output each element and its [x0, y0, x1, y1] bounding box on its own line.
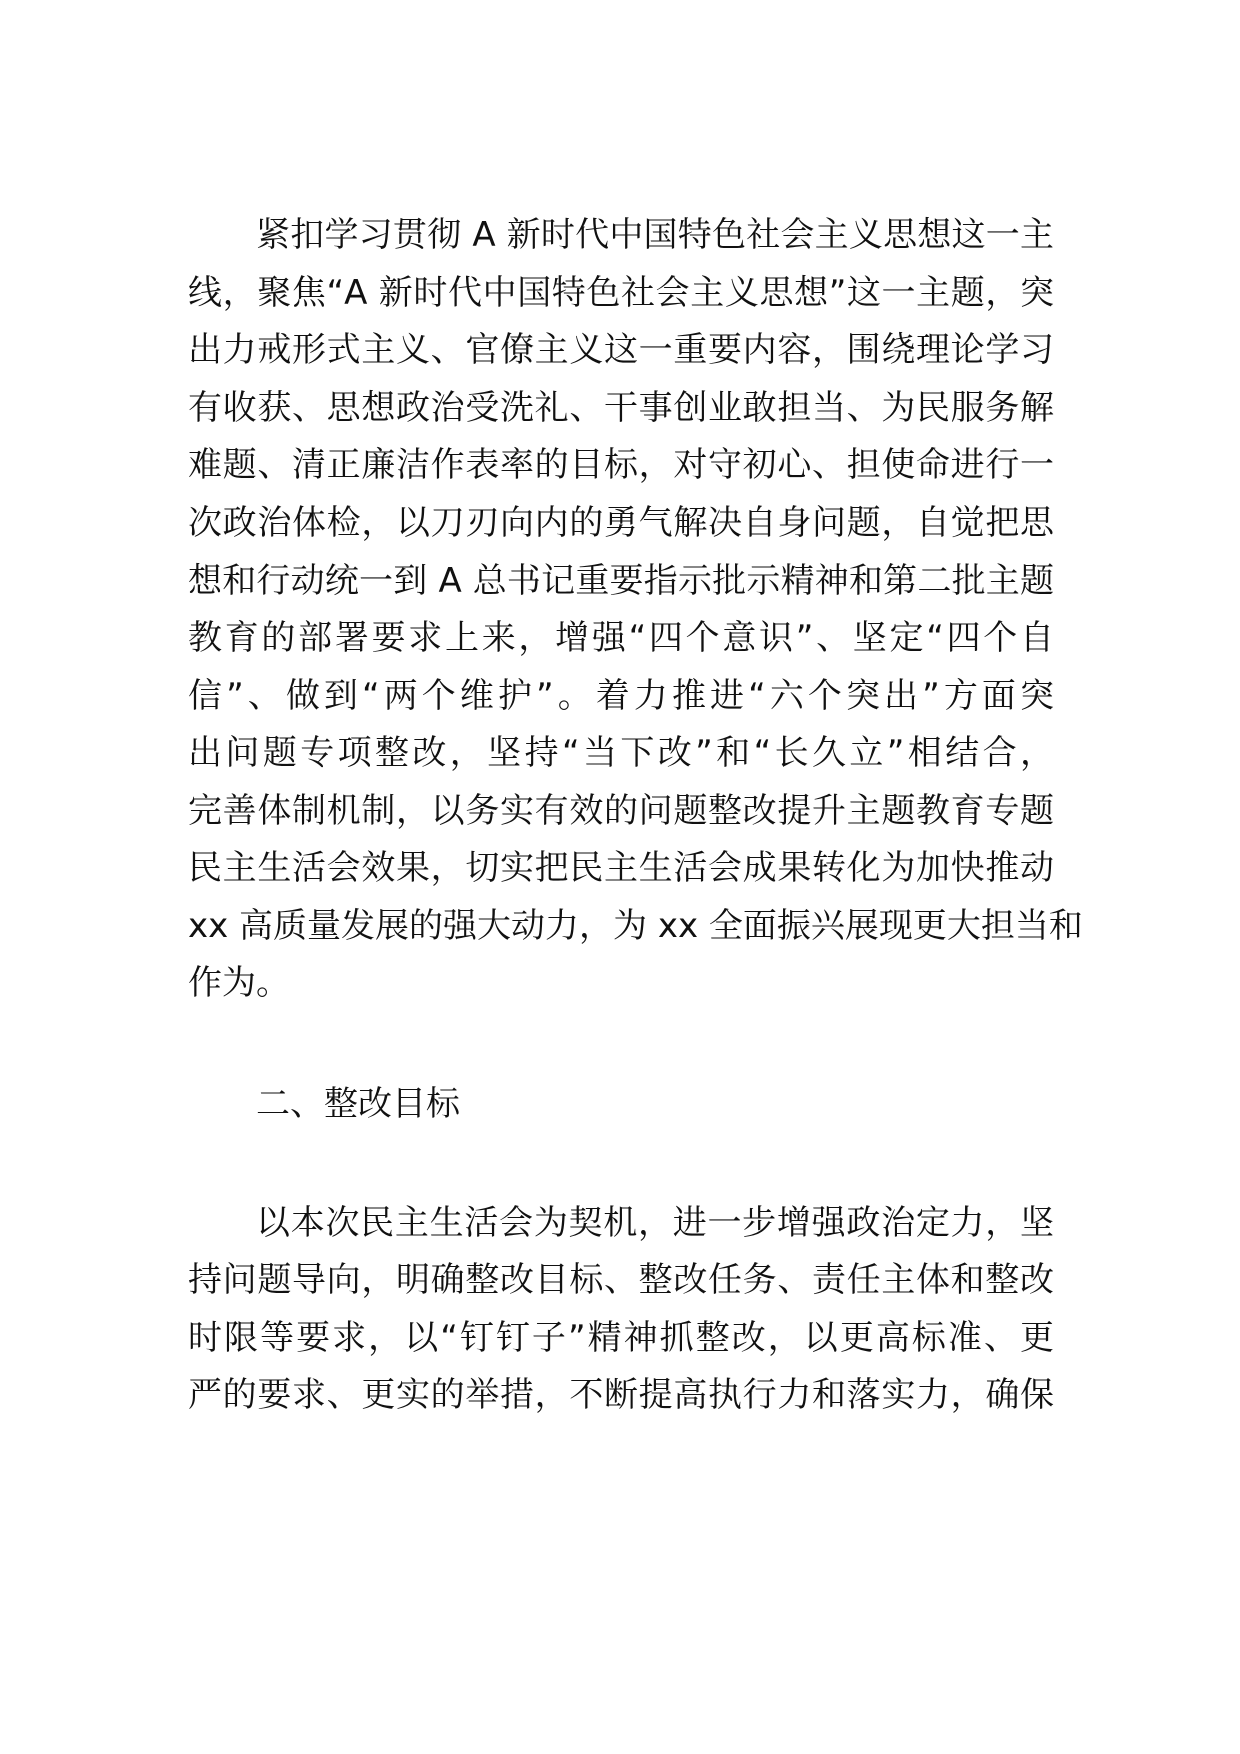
paragraph-line: xx 高质量发展的强大动力，为 xx 全面振兴展现更大担当和 — [188, 906, 1083, 946]
paragraph-line: 民主生活会效果，切实把民主生活会成果转化为加快推动 — [188, 848, 1054, 888]
paragraph-line: 出力戒形式主义、官僚主义这一重要内容，围绕理论学习 — [188, 330, 1054, 370]
paragraph-line: 信”、做到“两个维护”。着力推进“六个突出”方面突 — [188, 676, 1054, 716]
paragraph-line: 紧扣学习贯彻 A 新时代中国特色社会主义思想这一主 — [256, 215, 1054, 255]
paragraph-line: 线，聚焦“A 新时代中国特色社会主义思想”这一主题，突 — [188, 273, 1054, 313]
paragraph-line: 想和行动统一到 A 总书记重要指示批示精神和第二批主题 — [188, 561, 1054, 601]
paragraph-line: 作为。 — [188, 963, 290, 1003]
paragraph-line: 时限等要求，以“钉钉子”精神抓整改，以更高标准、更 — [188, 1318, 1054, 1358]
paragraph-line: 难题、清正廉洁作表率的目标，对守初心、担使命进行一 — [188, 445, 1054, 485]
section-heading: 二、整改目标 — [256, 1084, 460, 1124]
paragraph-line: 完善体制机制，以务实有效的问题整改提升主题教育专题 — [188, 791, 1054, 831]
paragraph-line: 次政治体检，以刀刃向内的勇气解决自身问题，自觉把思 — [188, 503, 1054, 543]
paragraph-line: 严的要求、更实的举措，不断提高执行力和落实力，确保 — [188, 1375, 1054, 1415]
paragraph-line: 出问题专项整改，坚持“当下改”和“长久立”相结合， — [188, 733, 1054, 773]
paragraph-line: 教育的部署要求上来，增强“四个意识”、坚定“四个自 — [188, 618, 1054, 658]
paragraph-line: 以本次民主生活会为契机，进一步增强政治定力，坚 — [256, 1203, 1054, 1243]
paragraph-line: 持问题导向，明确整改目标、整改任务、责任主体和整改 — [188, 1260, 1054, 1300]
paragraph-line: 有收获、思想政治受洗礼、干事创业敢担当、为民服务解 — [188, 388, 1054, 428]
